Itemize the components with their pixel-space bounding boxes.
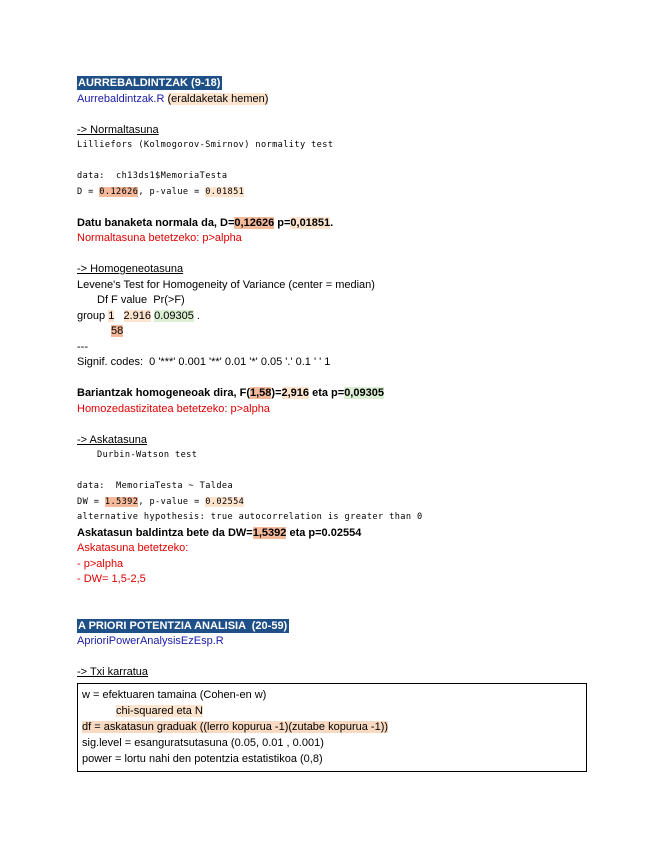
levene-separator: --- xyxy=(77,340,88,353)
param-w: w = efektuaren tamaina (Cohen-en w) xyxy=(82,688,267,701)
script-link[interactable]: Aurrebaldintzak.R xyxy=(77,92,165,105)
chi-square-title: -> Txi karratua xyxy=(77,666,149,678)
homogeneity-condition: Homozedastizitatea betetzeko: p>alpha xyxy=(77,402,270,415)
parameters-box xyxy=(77,683,587,772)
independence-condition-title: Askatasuna betetzeko: xyxy=(77,542,189,554)
homogeneity-conclusion: Bariantzak homogeneoak dira, F(1,58)=2,916 eta p=0,09305 xyxy=(77,387,384,399)
independence-condition-2: - DW= 1,5-2,5 xyxy=(77,573,146,585)
p-value: 0.01851 xyxy=(205,186,245,197)
dw-result: DW = 1.5392, p-value = 0.02554 xyxy=(77,496,245,507)
param-power: power = lortu nahi den potentzia estatistikoa (0,8) xyxy=(82,752,323,765)
normality-data-line: data: ch13ds1$MemoriaTesta xyxy=(77,171,228,181)
homogeneity-title: -> Homogeneotasuna xyxy=(77,263,184,275)
param-sig: sig.level = esanguratsutasuna (0.05, 0.01 , 0.001) xyxy=(82,736,324,749)
normality-conclusion: Datu banaketa normala da, D=0,12626 p=0,01851. xyxy=(77,216,334,229)
script-note: (eraldaketak hemen) xyxy=(167,92,269,105)
independence-condition-1: - p>alpha xyxy=(77,557,124,570)
normality-test-name: Lilliefors (Kolmogorov-Smirnov) normality test xyxy=(77,140,334,150)
signif-codes: Signif. codes: 0 '***' 0.001 '**' 0.01 '*' 0.05 '.' 0.1 ' ' 1 xyxy=(77,356,331,368)
dw-test-name: Durbin-Watson test xyxy=(97,450,198,460)
levene-header: Df F value Pr(>F) xyxy=(97,294,185,306)
document-page xyxy=(77,76,597,772)
independence-title: -> Askatasuna xyxy=(77,433,148,446)
normality-title: -> Normaltasuna xyxy=(77,123,159,136)
dw-data-line: data: MemoriaTesta ~ Taldea xyxy=(77,481,234,491)
independence-conclusion: Askatasun baldintza bete da DW=1,5392 eta p=0.02554 xyxy=(77,526,362,539)
param-df: df = askatasun graduak ((lerro kopurua -1)(zutabe kopurua -1)) xyxy=(82,720,389,733)
script-reference xyxy=(77,92,597,108)
d-value: 0.12626 xyxy=(99,186,139,197)
levene-group-row: group 1 2.916 0.09305 . xyxy=(77,309,200,322)
normality-result: D = 0.12626, p-value = 0.01851 xyxy=(77,186,245,197)
power-script-link[interactable]: AprioriPowerAnalysisEzEsp.R xyxy=(77,635,224,647)
dw-alt-hypothesis: alternative hypothesis: true autocorrelation is greater than 0 xyxy=(77,512,423,522)
section-heading-power: A PRIORI POTENTZIA ANALISIA (20-59) xyxy=(78,619,288,632)
levene-resid-row: 58 xyxy=(111,325,124,337)
levene-test-name: Levene's Test for Homogeneity of Variance (center = median) xyxy=(77,278,375,291)
section-heading-aurrebaldintzak: AURREBALDINTZAK (9-18) xyxy=(78,77,221,89)
normality-condition: Normaltasuna betetzeko: p>alpha xyxy=(77,232,242,244)
param-chi: chi-squared eta N xyxy=(116,704,203,717)
